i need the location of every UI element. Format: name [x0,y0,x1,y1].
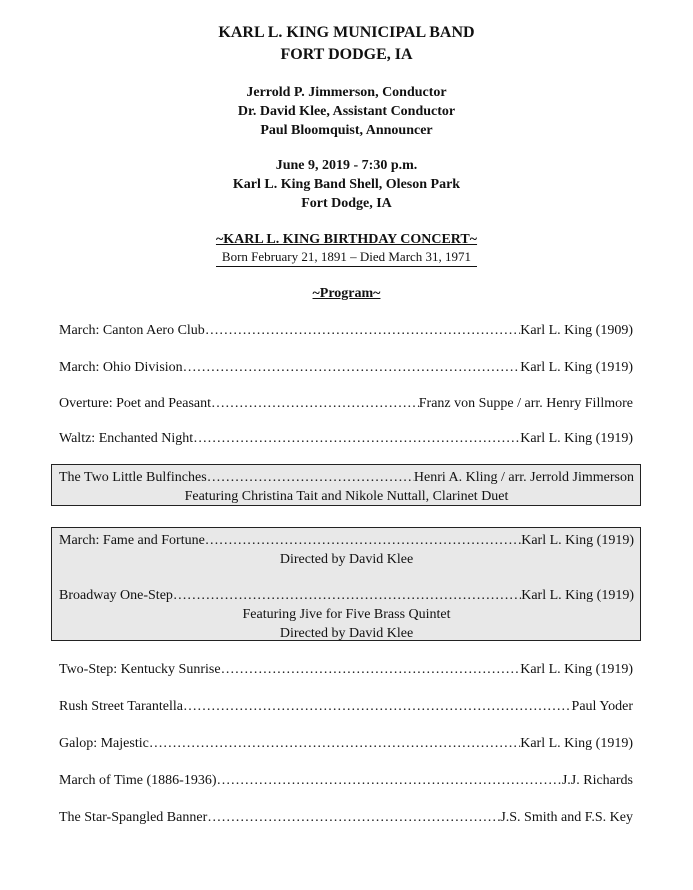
program-item [59,358,633,377]
concert-subtitle: Born February 21, 1891 – Died March 31, 1971 [221,249,472,264]
leader-dots [217,771,562,790]
piece-note: Directed by David Klee [279,626,414,641]
piece-composer: Karl L. King (1919) [520,662,633,677]
piece-title: Broadway One-Step [59,588,173,603]
assistant-conductor: Dr. David Klee, Assistant Conductor [237,104,456,119]
leader-dots [183,358,521,377]
piece-title: March: Ohio Division [59,360,183,375]
band-city: FORT DODGE, IA [280,46,413,63]
event-city: Fort Dodge, IA [301,196,392,211]
leader-dots [205,531,521,550]
piece-title: Overture: Poet and Peasant [59,396,212,411]
program-item [59,394,633,413]
leader-dots [173,586,521,605]
program-item [59,660,633,679]
program-item [59,468,634,506]
event-date: June 9, 2019 - 7:30 p.m. [275,158,418,173]
program-item [59,697,633,716]
conductor: Jerrold P. Jimmerson, Conductor [246,85,447,100]
piece-note: Directed by David Klee [279,552,414,567]
leader-dots [149,734,520,753]
piece-title: March of Time (1886-1936) [59,773,217,788]
program-item [59,808,633,827]
piece-note: Featuring Christina Tait and Nikole Nuttall, Clarinet Duet [184,489,509,504]
leader-dots [193,429,520,448]
program-item [59,531,634,569]
piece-title: The Star-Spangled Banner [59,810,208,825]
featured-box [51,464,641,506]
piece-title: Rush Street Tarantella [59,699,183,714]
announcer: Paul Bloomquist, Announcer [260,123,433,138]
program-heading: ~Program~ [312,286,381,301]
program-item [59,429,633,448]
piece-composer: Henri A. Kling / arr. Jerrold Jimmerson [413,470,634,485]
leader-dots [207,468,414,487]
piece-title: March: Fame and Fortune [59,533,205,548]
piece-composer: J.J. Richards [561,773,633,788]
leader-dots [205,321,520,340]
concert-title: ~KARL L. KING BIRTHDAY CONCERT~ [215,232,478,247]
band-name: KARL L. KING MUNICIPAL BAND [218,24,475,41]
program-item [59,321,633,340]
program-item [59,771,633,790]
leader-dots [183,697,572,716]
piece-note: Featuring Jive for Five Brass Quintet [242,607,451,622]
leader-dots [221,660,521,679]
program-item [59,734,633,753]
piece-composer: Franz von Suppe / arr. Henry Fillmore [418,396,633,411]
klee-box [51,527,641,641]
piece-composer: Karl L. King (1909) [520,323,633,338]
piece-composer: Karl L. King (1919) [520,360,633,375]
piece-composer: Paul Yoder [571,699,633,714]
leader-dots [207,808,500,827]
piece-composer: Karl L. King (1919) [520,736,633,751]
event-venue: Karl L. King Band Shell, Oleson Park [232,177,461,192]
concert-heading [0,231,693,267]
personnel [0,83,693,140]
piece-title: Two-Step: Kentucky Sunrise [59,662,221,677]
piece-composer: Karl L. King (1919) [521,533,634,548]
program-item [59,586,634,643]
event-info [0,156,693,213]
band-header [0,22,693,66]
piece-composer: Karl L. King (1919) [520,431,633,446]
piece-title: Waltz: Enchanted Night [59,431,194,446]
leader-dots [211,394,419,413]
piece-title: The Two Little Bulfinches [59,470,207,485]
piece-composer: J.S. Smith and F.S. Key [500,810,633,825]
piece-title: March: Canton Aero Club [59,323,205,338]
piece-composer: Karl L. King (1919) [521,588,634,603]
piece-title: Galop: Majestic [59,736,149,751]
